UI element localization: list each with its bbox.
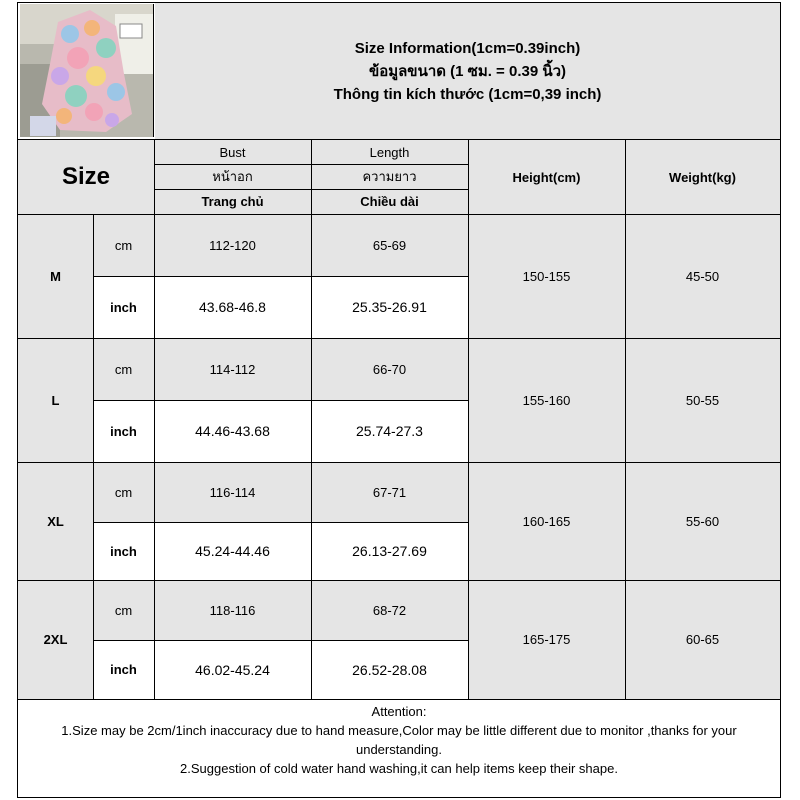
grid-line: [18, 580, 780, 581]
grid-line: [93, 276, 468, 277]
bust-inch-value: 45.24-44.46: [195, 543, 270, 559]
grid-line: [625, 140, 626, 699]
weight-value: 60-65: [625, 580, 780, 699]
length-cm-value: 68-72: [311, 580, 468, 640]
length-inch-value: 25.35-26.91: [352, 299, 427, 315]
length-inch-value: 26.52-28.08: [352, 661, 427, 678]
length-header-en: Length: [311, 140, 468, 164]
header: [18, 3, 780, 140]
size-chart-sheet: [17, 2, 781, 798]
bust-header-th: หน้าอก: [154, 164, 311, 189]
height-value: 160-165: [468, 462, 625, 580]
height-header: Height(cm): [468, 140, 625, 214]
bust-inch-value: 46.02-45.24: [195, 661, 270, 678]
product-photo-image: [20, 4, 153, 137]
weight-header: Weight(kg): [625, 140, 780, 214]
size-l-label: L: [18, 338, 93, 462]
size-2xl-label: 2XL: [18, 580, 93, 699]
length-header-th: ความยาว: [311, 164, 468, 189]
attention-heading: Attention:: [371, 704, 427, 719]
bust-header-en: Bust: [154, 140, 311, 164]
bust-cm-value: 118-116: [154, 580, 311, 640]
grid-line: [468, 140, 469, 699]
bust-cm-value: 112-120: [154, 214, 311, 276]
grid-line: [93, 640, 468, 641]
attention-line-1: 1.Size may be 2cm/1inch inaccuracy due to hand measure,Color may be little different due to monitor ,thanks for your understanding.: [61, 723, 737, 757]
size-m-label: M: [18, 214, 93, 338]
grid-line: [18, 214, 780, 215]
title-thai: ข้อมูลขนาด (1 ซม. = 0.39 นิ้ว): [368, 62, 567, 80]
grid-line: [93, 522, 468, 523]
weight-value: 55-60: [625, 462, 780, 580]
title-box: [155, 3, 780, 139]
unit-inch-label: inch: [110, 543, 137, 559]
bust-inch-value: 44.46-43.68: [195, 423, 270, 439]
unit-cm-label: cm: [93, 338, 154, 400]
unit-inch-label: inch: [110, 423, 137, 439]
size-xl-label: XL: [18, 462, 93, 580]
height-value: 165-175: [468, 580, 625, 699]
height-value: 150-155: [468, 214, 625, 338]
grid-line: [154, 140, 155, 699]
grid-line: [311, 140, 312, 699]
unit-cm-label: cm: [93, 462, 154, 522]
size-header: Size: [18, 140, 154, 214]
unit-inch-label: inch: [110, 299, 137, 315]
bust-header-vi: Trang chủ: [154, 189, 311, 214]
height-value: 155-160: [468, 338, 625, 462]
length-cm-value: 66-70: [311, 338, 468, 400]
title-vietnamese: Thông tin kích thước (1cm=0,39 inch): [333, 85, 602, 103]
grid-line: [93, 214, 94, 699]
unit-cm-label: cm: [93, 580, 154, 640]
grid-line: [18, 462, 780, 463]
length-cm-value: 67-71: [311, 462, 468, 522]
grid-line: [93, 400, 468, 401]
weight-value: 50-55: [625, 338, 780, 462]
bust-cm-value: 116-114: [154, 462, 311, 522]
length-cm-value: 65-69: [311, 214, 468, 276]
attention-notes: [18, 699, 780, 797]
length-inch-value: 25.74-27.3: [356, 423, 423, 439]
product-photo: [20, 4, 154, 137]
bust-cm-value: 114-112: [154, 338, 311, 400]
unit-cm-label: cm: [93, 214, 154, 276]
grid-line: [18, 338, 780, 339]
bust-inch-value: 43.68-46.8: [199, 299, 266, 315]
length-header-vi: Chiều dài: [311, 189, 468, 214]
attention-line-2: 2.Suggestion of cold water hand washing,it can help items keep their shape.: [180, 761, 618, 776]
length-inch-value: 26.13-27.69: [352, 543, 427, 559]
weight-value: 45-50: [625, 214, 780, 338]
title-english: Size Information(1cm=0.39inch): [354, 39, 581, 57]
unit-inch-label: inch: [110, 662, 137, 677]
